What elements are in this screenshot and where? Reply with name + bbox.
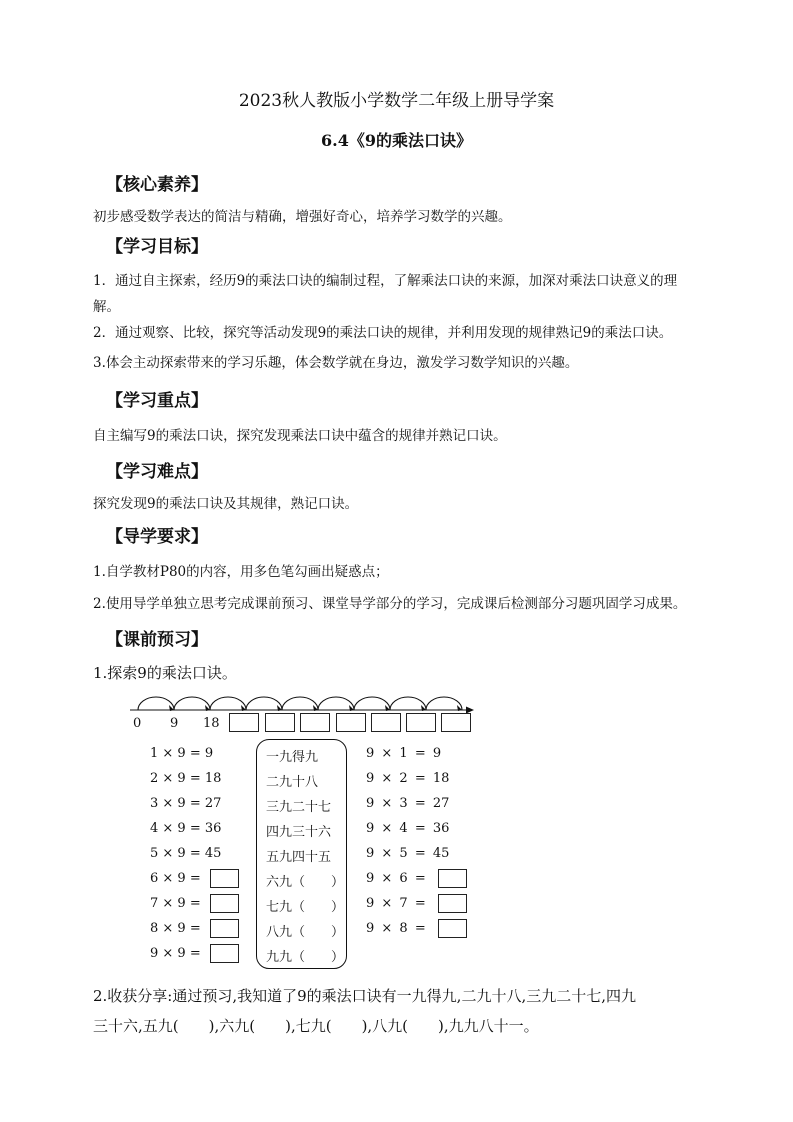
answer-box[interactable] xyxy=(438,869,467,888)
equation: 9 × 8 = xyxy=(366,921,426,936)
equation: 9 × 5 = 45 xyxy=(366,846,450,861)
answer-box[interactable] xyxy=(265,713,295,732)
goal-item: 2．通过观察、比较，探究等活动发现9的乘法口诀的规律，并利用发现的规律熟记9的乘法口诀。 xyxy=(93,325,673,341)
jump-arc xyxy=(138,697,174,710)
heading-requirements: 【导学要求】 xyxy=(106,527,208,547)
answer-box[interactable] xyxy=(438,919,467,938)
jump-arc xyxy=(174,697,210,710)
numberline-label: 9 xyxy=(170,716,179,731)
rhyme-blank[interactable]: 八九（ ） xyxy=(266,925,345,940)
goal-item: 1．通过自主探索，经历9的乘法口诀的编制过程，了解乘法口诀的来源，加深对乘法口诀意义的理 xyxy=(93,273,678,289)
focus-text: 自主编写9的乘法口诀，探究发现乘法口诀中蕴含的规律并熟记口诀。 xyxy=(93,428,507,444)
equation: 7 × 9 = xyxy=(150,896,201,911)
rhyme: 二九十八 xyxy=(266,775,319,790)
question-2-continued: 三十六,五九( ),六九( ),七九( ),八九( ),九九八十一。 xyxy=(93,1017,539,1035)
answer-box[interactable] xyxy=(336,713,366,732)
heading-core: 【核心素养】 xyxy=(106,175,208,195)
answer-box[interactable] xyxy=(210,919,239,938)
equation: 4 × 9 = 36 xyxy=(150,821,222,836)
equation: 8 × 9 = xyxy=(150,921,201,936)
lesson-title: 6.4《9的乘法口诀》 xyxy=(321,131,472,150)
jump-arc xyxy=(426,697,462,710)
question-1: 1.探索9的乘法口诀。 xyxy=(93,664,237,682)
equation: 1 × 9 = 9 xyxy=(150,746,214,761)
document-title: 2023秋人教版小学数学二年级上册导学案 xyxy=(238,91,555,111)
equation: 3 × 9 = 27 xyxy=(150,796,222,811)
equation: 6 × 9 = xyxy=(150,871,201,886)
rhyme: 四九三十六 xyxy=(266,825,332,840)
answer-box[interactable] xyxy=(406,713,436,732)
heading-difficulty: 【学习难点】 xyxy=(106,462,208,482)
requirement-item: 2.使用导学单独立思考完成课前预习、课堂导学部分的学习，完成课后检测部分习题巩固学习成果。 xyxy=(93,596,687,612)
goal-item: 3.体会主动探索带来的学习乐趣，体会数学就在身边，激发学习数学知识的兴趣。 xyxy=(93,355,579,371)
equation: 9 × 7 = xyxy=(366,896,426,911)
answer-box[interactable] xyxy=(371,713,401,732)
heading-preview: 【课前预习】 xyxy=(106,630,208,650)
numberline-label: 0 xyxy=(133,716,142,731)
answer-box[interactable] xyxy=(438,894,467,913)
answer-box[interactable] xyxy=(210,944,239,963)
equation: 9 × 9 = xyxy=(150,946,201,961)
rhyme: 三九二十七 xyxy=(266,800,332,815)
answer-box[interactable] xyxy=(441,713,471,732)
equation: 9 × 3 = 27 xyxy=(366,796,450,811)
equation: 9 × 6 = xyxy=(366,871,426,886)
equation: 9 × 2 = 18 xyxy=(366,771,450,786)
goal-item: 解。 xyxy=(93,299,120,315)
core-text: 初步感受数学表达的简洁与精确，增强好奇心，培养学习数学的兴趣。 xyxy=(93,209,512,225)
question-2: 2.收获分享:通过预习,我知道了9的乘法口诀有一九得九,二九十八,三九二十七,四九 xyxy=(93,987,636,1005)
equation: 9 × 1 = 9 xyxy=(366,746,442,761)
rhyme: 五九四十五 xyxy=(266,850,332,865)
equation: 9 × 4 = 36 xyxy=(366,821,450,836)
numberline-label: 18 xyxy=(203,716,220,731)
jump-arc xyxy=(318,697,354,710)
jump-arc xyxy=(354,697,390,710)
answer-box[interactable] xyxy=(229,713,259,732)
rhyme-blank[interactable]: 六九（ ） xyxy=(266,875,345,890)
jump-arc xyxy=(246,697,282,710)
jump-arc xyxy=(390,697,426,710)
jump-arc xyxy=(210,697,246,710)
answer-box[interactable] xyxy=(300,713,330,732)
heading-goals: 【学习目标】 xyxy=(106,237,208,257)
equation: 5 × 9 = 45 xyxy=(150,846,222,861)
equation: 2 × 9 = 18 xyxy=(150,771,222,786)
answer-box[interactable] xyxy=(210,894,239,913)
heading-focus: 【学习重点】 xyxy=(106,391,208,411)
difficulty-text: 探究发现9的乘法口诀及其规律，熟记口诀。 xyxy=(93,496,359,512)
rhyme-blank[interactable]: 七九（ ） xyxy=(266,900,345,915)
rhyme-blank[interactable]: 九九（ ） xyxy=(266,950,345,965)
rhyme: 一九得九 xyxy=(266,750,319,765)
jump-arc xyxy=(282,697,318,710)
requirement-item: 1.自学教材P80的内容，用多色笔勾画出疑惑点； xyxy=(93,564,389,580)
answer-box[interactable] xyxy=(210,869,239,888)
